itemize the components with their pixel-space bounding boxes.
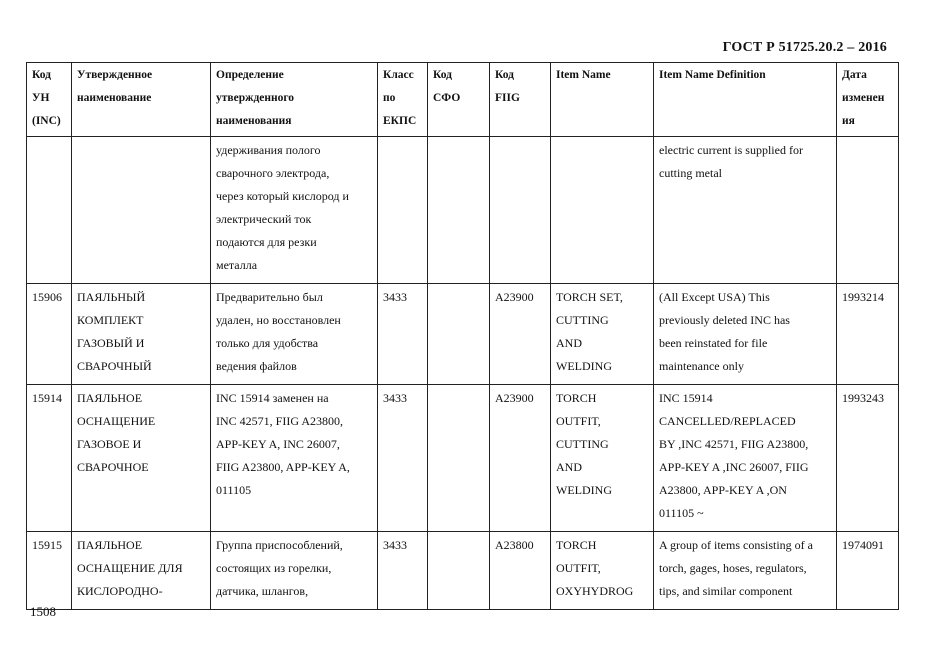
header-fiig-code: Код FIIG (490, 63, 551, 137)
cell-approved-name: ПАЯЛЬНОЕ ОСНАЩЕНИЕ ГАЗОВОЕ И СВАРОЧНОЕ (72, 385, 211, 532)
cell-change-date (837, 137, 899, 284)
header-definition-ru: Определение утвержденного наименования (211, 63, 378, 137)
cell-definition-ru: INC 15914 заменен на INC 42571, FIIG A23800, APP-KEY A, INC 26007, FIIG A23800, APP-KEY A, 011105 (211, 385, 378, 532)
table-row (27, 137, 899, 284)
cell-sfo-code (428, 385, 490, 532)
cell-sfo-code (428, 532, 490, 610)
table-row (27, 532, 899, 610)
cell-item-name: TORCH OUTFIT, CUTTING AND WELDING (551, 385, 654, 532)
cell-approved-name (72, 137, 211, 284)
cell-inc: 15914 (27, 385, 72, 532)
cell-fiig-code: A23900 (490, 284, 551, 385)
cell-item-definition: electric current is supplied for cutting metal (654, 137, 837, 284)
cell-definition-ru: удерживания полого сварочного электрода, через который кислород и электрический ток подаются для резки металла (211, 137, 378, 284)
cell-item-definition: INC 15914 CANCELLED/REPLACED BY ,INC 42571, FIIG A23800, APP-KEY A ,INC 26007, FIIG A23800, APP-KEY A ,ON 011105 ~ (654, 385, 837, 532)
cell-change-date: 1993214 (837, 284, 899, 385)
header-approved-name: Утвержденное наименование (72, 63, 211, 137)
table-row (27, 284, 899, 385)
cell-sfo-code (428, 284, 490, 385)
cell-fiig-code: A23900 (490, 385, 551, 532)
cell-ekps-class (378, 137, 428, 284)
cell-approved-name: ПАЯЛЬНЫЙ КОМПЛЕКТ ГАЗОВЫЙ И СВАРОЧНЫЙ (72, 284, 211, 385)
header-inc: Код УН (INC) (27, 63, 72, 137)
cell-item-definition: (All Except USA) This previously deleted INC has been reinstated for file maintenance only (654, 284, 837, 385)
header-sfo-code: Код СФО (428, 63, 490, 137)
cell-item-name: TORCH OUTFIT, OXYHYDROG (551, 532, 654, 610)
page-number: 1508 (30, 604, 56, 619)
cell-ekps-class: 3433 (378, 385, 428, 532)
cell-approved-name: ПАЯЛЬНОЕ ОСНАЩЕНИЕ ДЛЯ КИСЛОРОДНО- (72, 532, 211, 610)
table-row (27, 385, 899, 532)
item-name-table (26, 62, 899, 610)
cell-change-date: 1974091 (837, 532, 899, 610)
table-header-row (27, 63, 899, 137)
cell-definition-ru: Предварительно был удален, но восстановлен только для удобства ведения файлов (211, 284, 378, 385)
cell-item-definition: A group of items consisting of a torch, gages, hoses, regulators, tips, and similar component (654, 532, 837, 610)
cell-ekps-class: 3433 (378, 532, 428, 610)
header-item-definition: Item Name Definition (654, 63, 837, 137)
cell-inc (27, 137, 72, 284)
cell-fiig-code: A23800 (490, 532, 551, 610)
cell-fiig-code (490, 137, 551, 284)
cell-sfo-code (428, 137, 490, 284)
cell-inc: 15915 (27, 532, 72, 610)
header-item-name: Item Name (551, 63, 654, 137)
standard-code: ГОСТ Р 51725.20.2 – 2016 (722, 40, 887, 55)
cell-item-name: TORCH SET, CUTTING AND WELDING (551, 284, 654, 385)
cell-inc: 15906 (27, 284, 72, 385)
cell-definition-ru: Группа приспособлений, состоящих из горелки, датчика, шлангов, (211, 532, 378, 610)
header-ekps-class: Класс по ЕКПС (378, 63, 428, 137)
header-change-date: Дата изменен ия (837, 63, 899, 137)
cell-item-name (551, 137, 654, 284)
cell-ekps-class: 3433 (378, 284, 428, 385)
cell-change-date: 1993243 (837, 385, 899, 532)
